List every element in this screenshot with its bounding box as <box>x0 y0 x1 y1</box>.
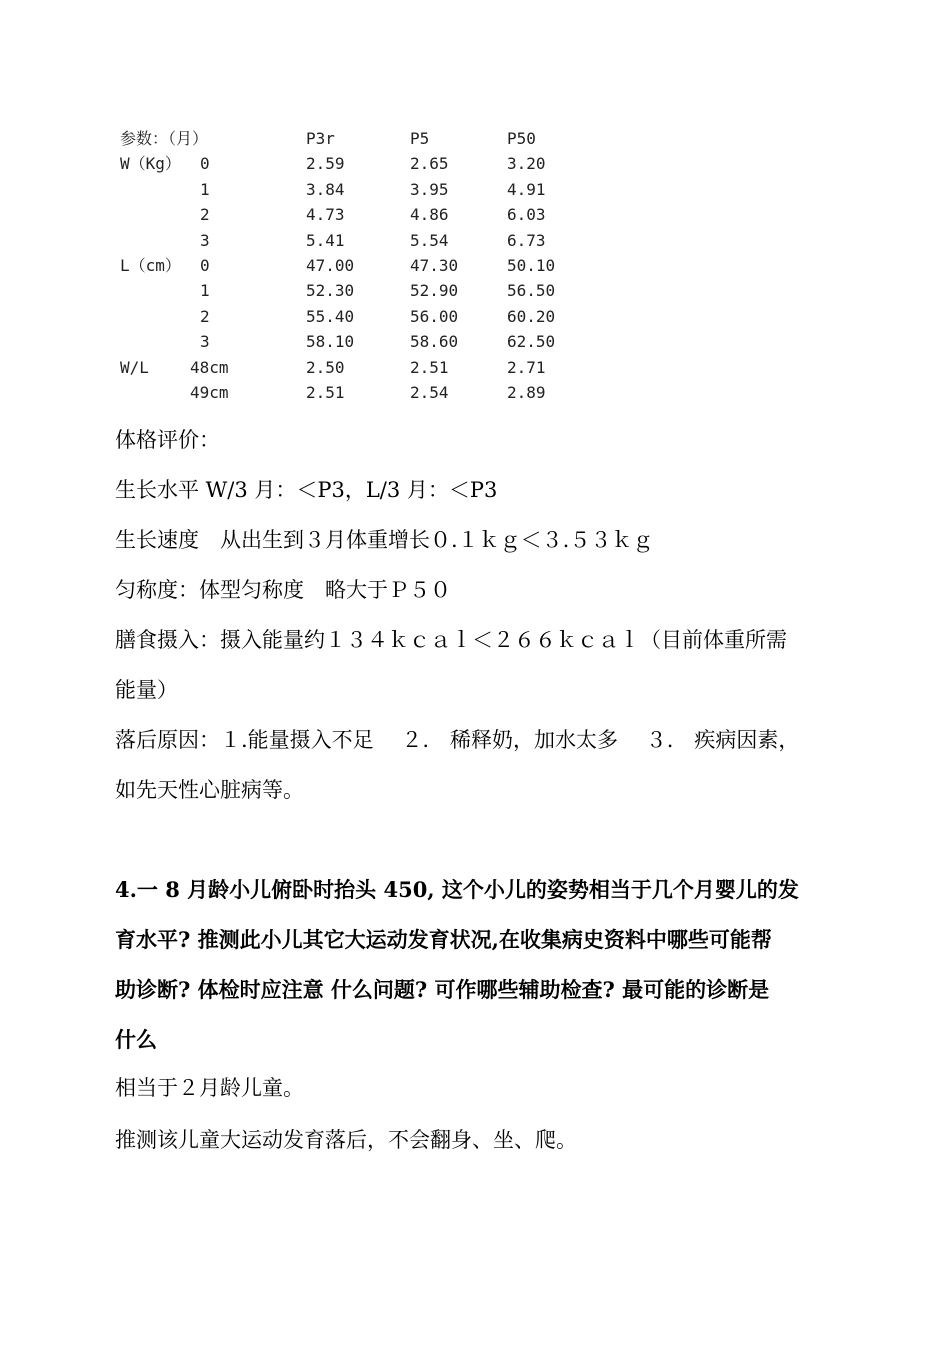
row-age: 3 <box>200 332 210 352</box>
row-age: 48cm <box>190 357 229 377</box>
row-age: 1 <box>200 281 210 301</box>
answer-line2: 推测该儿童大运动发育落后，不会翻身、坐、爬。 <box>115 1128 577 1152</box>
table-row <box>120 380 600 405</box>
row-param: W/L <box>120 357 149 377</box>
row-p3: 58.10 <box>306 332 355 352</box>
row-p3: 2.51 <box>306 382 345 402</box>
row-age: 1 <box>200 179 210 199</box>
row-p3: 55.40 <box>306 306 355 326</box>
table-row <box>120 278 600 303</box>
table-row <box>120 228 600 253</box>
row-p3: 4.73 <box>306 205 345 225</box>
question-line3: 助诊断? 体检时应注意 什么问题? 可作哪些辅助检查? 最可能的诊断是 <box>115 977 770 1002</box>
table-row <box>120 253 600 278</box>
row-p50: 6.73 <box>507 230 546 250</box>
header-param: 参数：（月） <box>120 129 209 148</box>
row-p3: 5.41 <box>306 230 345 250</box>
row-p3: 52.30 <box>306 281 355 301</box>
row-age: 0 <box>200 154 210 174</box>
table-header-row <box>120 126 600 151</box>
question-line4: 什么 <box>115 1027 157 1052</box>
row-p5: 4.86 <box>410 205 449 225</box>
table-row <box>120 329 600 354</box>
row-p5: 52.90 <box>410 281 459 301</box>
cause-text-line1: 落后原因：１.能量摄入不足 ２. 稀释奶，加水太多 ３. 疾病因素， <box>115 728 800 752</box>
row-param: L（cm） <box>120 255 181 275</box>
question-line2: 育水平? 推测此小儿其它大运动发育状况,在收集病史资料中哪些可能帮 <box>115 927 772 952</box>
symmetry-text: 匀称度：体型匀称度 略大于Ｐ５０ <box>115 578 451 602</box>
table-row <box>120 177 600 202</box>
row-p50: 56.50 <box>507 281 556 301</box>
row-p3: 2.59 <box>306 154 345 174</box>
growth-rate-text: 生长速度 从出生到３月体重增长０.１ｋｇ＜３.５３ｋｇ <box>115 528 654 552</box>
diet-intake-text-line2: 能量） <box>115 678 178 702</box>
growth-parameter-table <box>120 126 600 405</box>
row-p50: 6.03 <box>507 205 546 225</box>
diet-intake-text-line1: 膳食摄入：摄入能量约１３４ｋｃａｌ＜２６６ｋｃａｌ（目前体重所需 <box>115 628 787 652</box>
table-row <box>120 355 600 380</box>
table-row <box>120 304 600 329</box>
table-row <box>120 202 600 227</box>
row-p5: 58.60 <box>410 332 459 352</box>
row-age: 3 <box>200 230 210 250</box>
row-p50: 62.50 <box>507 332 556 352</box>
row-age: 2 <box>200 306 210 326</box>
header-p3: P3r <box>306 129 335 148</box>
row-p50: 4.91 <box>507 179 546 199</box>
row-param: W（Kg） <box>120 154 181 174</box>
answer-line1: 相当于２月龄儿童。 <box>115 1076 304 1100</box>
header-p50: P50 <box>507 129 536 148</box>
assessment-heading: 体格评价： <box>115 428 220 452</box>
row-p3: 2.50 <box>306 357 345 377</box>
row-age: 0 <box>200 255 210 275</box>
row-age: 49cm <box>190 382 229 402</box>
row-p3: 3.84 <box>306 179 345 199</box>
header-p5: P5 <box>410 129 430 148</box>
row-p3: 47.00 <box>306 255 355 275</box>
row-p50: 60.20 <box>507 306 556 326</box>
row-p5: 2.51 <box>410 357 449 377</box>
row-p5: 2.54 <box>410 382 449 402</box>
row-p50: 2.71 <box>507 357 546 377</box>
row-p5: 5.54 <box>410 230 449 250</box>
row-p5: 3.95 <box>410 179 449 199</box>
row-p50: 3.20 <box>507 154 546 174</box>
table-row <box>120 151 600 176</box>
row-p5: 2.65 <box>410 154 449 174</box>
growth-level-text: 生长水平 W/3 月：＜P3，L/3 月：＜P3 <box>115 478 498 502</box>
row-p5: 56.00 <box>410 306 459 326</box>
cause-text-line2: 如先天性心脏病等。 <box>115 778 304 802</box>
row-age: 2 <box>200 205 210 225</box>
row-p50: 50.10 <box>507 255 556 275</box>
question-line1: 4.一 8 月龄小儿俯卧时抬头 450, 这个小儿的姿势相当于几个月婴儿的发 <box>115 877 799 902</box>
row-p5: 47.30 <box>410 255 459 275</box>
row-p50: 2.89 <box>507 382 546 402</box>
